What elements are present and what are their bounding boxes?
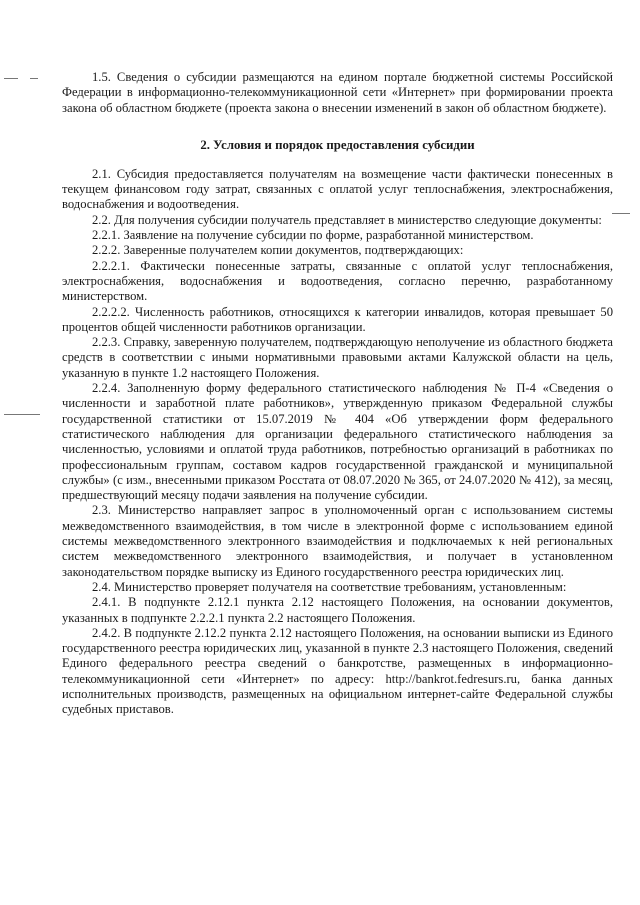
paragraph-2-2-3: 2.2.3. Справку, заверенную получателем, подтверждающую неполучение из областного бюджета средств в соответствии с иными нормативными правовыми актами Калужской области на цель, указанную в пункте 1.2 настоящего Положения. (62, 335, 613, 380)
paragraph-2-2-2: 2.2.2. Заверенные получателем копии документов, подтверждающих: (92, 243, 464, 258)
scan-artifact-left-top-2 (30, 78, 38, 79)
paragraph-1-5: 1.5. Сведения о субсидии размещаются на едином портале бюджетной системы Российской Федерации в информационно-телекоммуникационной сети «Интернет» при формировании проекта закона об областном бюджете (проекта закона о внесении изменений в закон об областном бюджете). (62, 70, 613, 115)
paragraph-2-2: 2.2. Для получения субсидии получатель представляет в министерство следующие документы: (92, 212, 602, 227)
paragraph-2-1: 2.1. Субсидия предоставляется получателям на возмещение части фактически понесенных в текущем финансовом году затрат, связанных с оплатой услуг теплоснабжения, электроснабжения, водоснабжения и водоотведения. (62, 166, 613, 212)
section-2-title: 2. Условия и порядок предоставления субсидии (200, 137, 475, 152)
paragraph-2-4-1: 2.4.1. В подпункте 2.12.1 пункта 2.12 настоящего Положения, на основании документов, указанных в подпункте 2.2.2.1 пункта 2.2 настоящего Положения. (62, 595, 613, 625)
paragraph-2-2-2-1: 2.2.2.1. Фактически понесенные затраты, связанные с оплатой услуг теплоснабжения, электроснабжения, водоснабжения и водоотведения, согласно перечню, разработанному министерством. (62, 258, 613, 304)
scan-artifact-right (612, 213, 630, 214)
paragraph-2-3: 2.3. Министерство направляет запрос в уполномоченный орган с использованием системы межведомственного взаимодействия, в том числе в электронной форме с использованием единой системы межведомственного электронного взаимодействия и подключаемых к ней региональных систем межведомственного электронного взаимодействия, и получает в установленном законодательством порядке выписку из Единого государственного реестра юридических лиц. (62, 503, 613, 579)
scan-artifact-left-mid (4, 414, 40, 415)
scan-artifact-left-top (4, 78, 18, 79)
paragraph-2-4: 2.4. Министерство проверяет получателя на соответствие требованиям, установленным: (92, 579, 567, 594)
paragraph-2-4-2: 2.4.2. В подпункте 2.12.2 пункта 2.12 настоящего Положения, на основании выписки из Единого государственного реестра юридических лиц, указанной в пункте 2.3 настоящего Положения, сведений Единого федерального реестра сведений о банкротстве, размещенных в информационно-телекоммуникационной сети «Интернет» по адресу: http://bankrot.fedresurs.ru, банка данных исполнительных производств, размещенных на официальном интернет-сайте Федеральной службы судебных приставов. (62, 625, 613, 717)
paragraph-2-2-2-2: 2.2.2.2. Численность работников, относящихся к категории инвалидов, которая превышает 50 процентов общей численности работников организации. (62, 304, 613, 334)
paragraph-2-2-4: 2.2.4. Заполненную форму федерального статистического наблюдения № П-4 «Сведения о численности и заработной плате работников», утвержденную приказом Федеральной службы государственной статистики от 15.07.2019 № 404 «Об утверждении форм федерального статистического наблюдения для организации федерального статистического наблюдения за численностью, условиями и оплатой труда работников, потребностью организаций в работниках по профессиональным группам, составом кадров государственной гражданской и муниципальной службы» (с изм., внесенными приказом Росстата от 08.07.2020 № 365, от 24.07.2020 № 412), за месяц, предшествующий месяцу подачи заявления на получение субсидии. (62, 381, 613, 503)
document-page (62, 70, 613, 718)
paragraph-2-2-1: 2.2.1. Заявление на получение субсидии по форме, разработанной министерством. (92, 228, 534, 243)
